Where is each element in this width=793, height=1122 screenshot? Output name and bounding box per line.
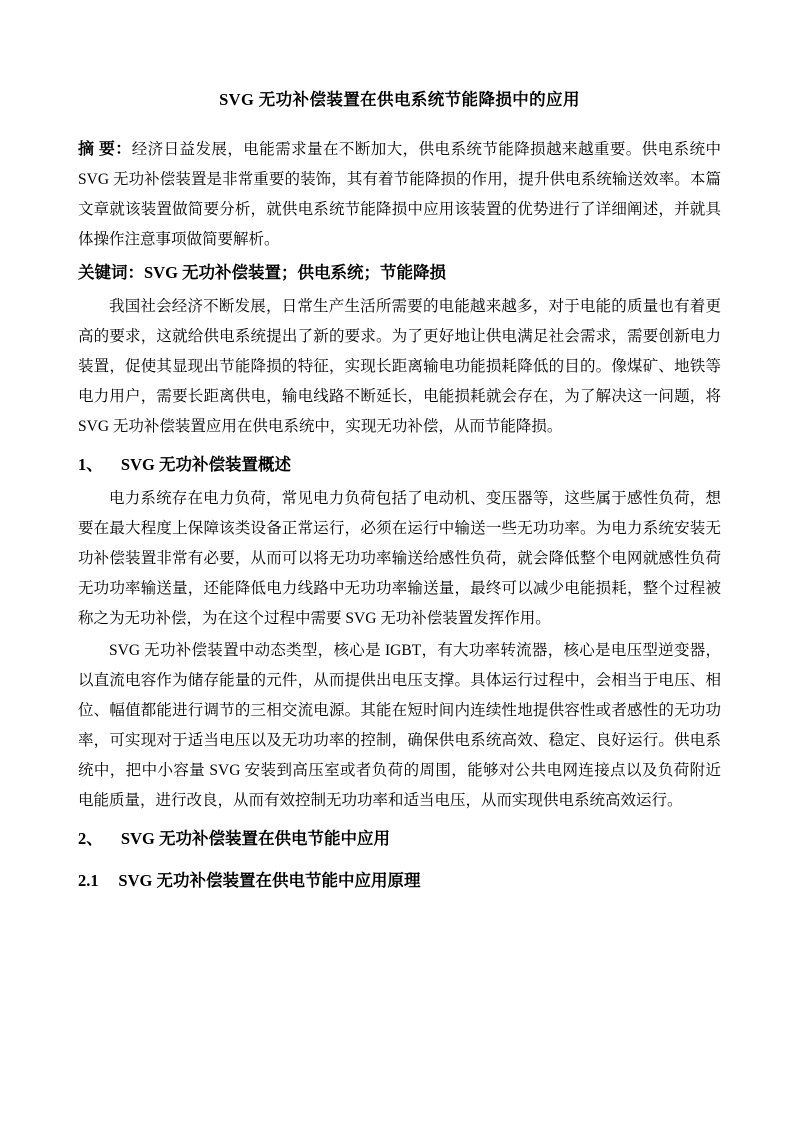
abstract-label: 摘 要： (78, 140, 132, 158)
intro-paragraph: 我国社会经济不断发展，日常生产生活所需要的电能越来越多，对于电能的质量也有着更高的要求，这就给供电系统提出了新的要求。为了更好地让供电满足社会需求，需要创新电力装置，促使其显现出节能降损的特征，实现长距离输电功能损耗降低的目的。像煤矿、地铁等电力用户，需要长距离供电，输电线路不断延长，电能损耗就会存在，为了解决这一问题，将 SVG 无功补偿装置应用在供电系统中，实现无功补偿，从而节能降损。 (78, 297, 721, 435)
section-heading-2 (78, 822, 721, 856)
subsection-title: SVG 无功补偿装置在供电节能中应用原理 (118, 870, 421, 890)
subsection-number: 2.1 (78, 870, 99, 890)
section-title-1: SVG 无功补偿装置概述 (120, 454, 291, 474)
section-number-2: 2、 (78, 828, 103, 848)
section-title-2: SVG 无功补偿装置在供电节能中应用 (120, 828, 390, 848)
subsection-heading-2-1 (78, 864, 721, 898)
keywords-line: 关键词：SVG 无功补偿装置；供电系统；节能降损 (78, 262, 447, 282)
section-1-paragraph-2: SVG 无功补偿装置中动态类型，核心是 IGBT，有大功率转流器，核心是电压型逆变器，以直流电容作为储存能量的元件，从而提供出电压支撑。具体运行过程中，会相当于电压、相位、幅值都能进行调节的三相交流电源。其能在短时间内连续性地提供容性或者感性的无功功率，可实现对于适当电压以及无功功率的控制，确保供电系统高效、稳定、良好运行。供电系统中，把中小容量 SVG 安装到高压室或者负荷的周围，能够对公共电网连接点以及负荷附近电能质量，进行改良，从而有效控制无功功率和适当电压，从而实现供电系统高效运行。 (78, 641, 721, 809)
abstract-paragraph (78, 135, 721, 255)
section-heading-1 (78, 448, 721, 482)
section-number-1: 1、 (78, 454, 103, 474)
section-1-paragraph-1: 电力系统存在电力负荷，常见电力负荷包括了电动机、变压器等，这些属于感性负荷，想要在最大程度上保障该类设备正常运行，必须在运行中输送一些无功功率。为电力系统安装无功补偿装置非常有必要，从而可以将无功功率输送给感性负荷，就会降低整个电网就感性负荷无功功率输送量，还能降低电力线路中无功功率输送量，最终可以减少电能损耗，整个过程被称之为无功补偿，为在这个过程中需要 SVG 无功补偿装置发挥作用。 (78, 489, 721, 627)
abstract-text: 经济日益发展，电能需求量在不断加大，供电系统节能降损越来越重要。供电系统中 SVG 无功补偿装置是非常重要的装饰，其有着节能降损的作用，提升供电系统输送效率。本篇文章就该装置做简要分析，就供电系统节能降损中应用该装置的优势进行了详细阐述，并就具体操作注意事项做简要解析。 (78, 140, 721, 248)
page-title: SVG 无功补偿装置在供电系统节能降损中的应用 (219, 90, 580, 109)
